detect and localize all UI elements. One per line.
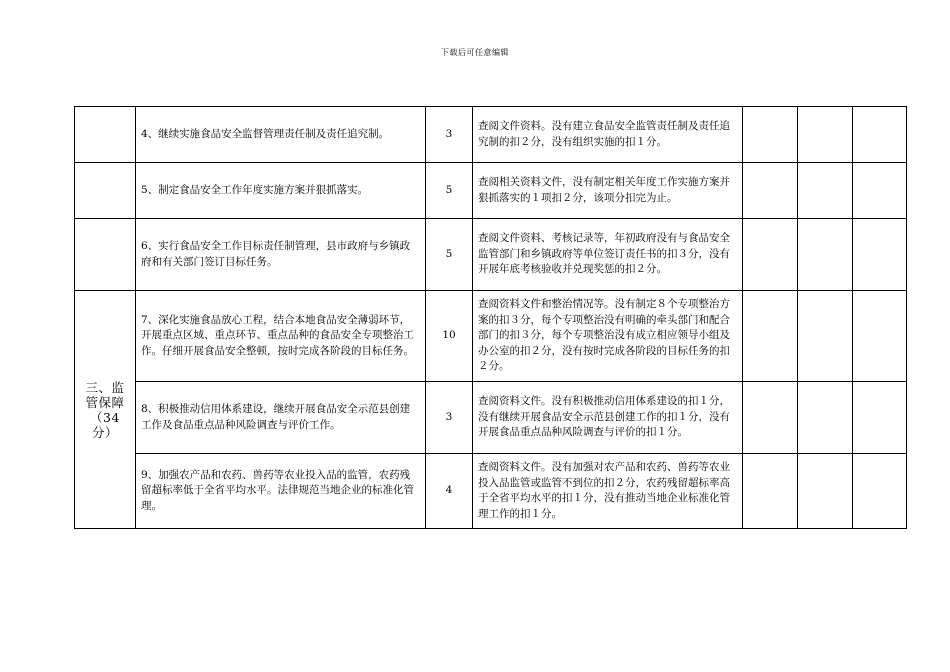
points-cell: 3	[426, 107, 473, 163]
blank-cell	[743, 107, 798, 163]
requirement-cell: 8、积极推动信用体系建设，继续开展食品安全示范县创建工作及食品重点品种风险调查与评价工作。	[136, 382, 426, 454]
blank-cell	[798, 454, 853, 529]
blank-cell	[743, 382, 798, 454]
scoring-standard-cell: 查阅资料文件。没有加强对农产品和农药、兽药等农业投入品监管或监管不到位的扣２分，农药残留超标率高于全省平均水平的扣１分，没有推动当地企业标准化管理工作的扣１分。	[473, 454, 743, 529]
scoring-standard-cell: 查阅资料文件和整治情况等。没有制定８个专项整治方案的扣３分，每个专项整治没有明确的牵头部门和配合部门的扣３分，每个专项整治没有成立相应领导小组及办公室的扣２分，没有按时完成各阶段的目标任务的扣２分。	[473, 291, 743, 382]
table-row	[75, 107, 907, 163]
requirement-cell: 5、制定食品安全工作年度实施方案并狠抓落实。	[136, 163, 426, 219]
points-cell: 10	[426, 291, 473, 382]
blank-cell	[798, 291, 853, 382]
table-row	[75, 163, 907, 219]
category-cell-empty	[75, 163, 136, 219]
points-cell: 5	[426, 219, 473, 291]
scoring-standard-cell: 查阅资料文件。没有积极推动信用体系建设的扣１分，没有继续开展食品安全示范县创建工作的扣１分，没有开展食品重点品种风险调查与评价的扣１分。	[473, 382, 743, 454]
points-cell: 3	[426, 382, 473, 454]
category-cell	[75, 291, 136, 529]
scoring-standard-cell: 查阅文件资料。没有建立食品安全监管责任制及责任追究制的扣２分，没有组织实施的扣１分。	[473, 107, 743, 163]
table-row	[75, 291, 907, 382]
category-cell-empty	[75, 219, 136, 291]
scoring-standard-cell: 查阅相关资料文件，没有制定相关年度工作实施方案并狠抓落实的１项扣２分，该项分扣完为止。	[473, 163, 743, 219]
category-cell-empty	[75, 107, 136, 163]
scoring-standard-cell: 查阅文件资料、考核记录等，年初政府没有与食品安全监管部门和乡镇政府等单位签订责任书的扣３分，没有开展年底考核验收并兑现奖惩的扣２分。	[473, 219, 743, 291]
blank-cell	[798, 107, 853, 163]
category-line: 三、监	[85, 379, 125, 395]
category-line: （34	[90, 409, 120, 425]
blank-cell	[853, 454, 907, 529]
blank-cell	[853, 219, 907, 291]
blank-cell	[853, 107, 907, 163]
blank-cell	[853, 291, 907, 382]
points-cell: 4	[426, 454, 473, 529]
blank-cell	[743, 454, 798, 529]
page-header-note: 下载后可任意编辑	[441, 48, 509, 57]
blank-cell	[853, 163, 907, 219]
requirement-cell: 9、加强农产品和农药、兽药等农业投入品的监管，农药残留超标率低于全省平均水平。法律规范当地企业的标准化管理。	[136, 454, 426, 529]
requirement-cell: 4、继续实施食品安全监督管理责任制及责任追究制。	[136, 107, 426, 163]
table-row	[75, 454, 907, 529]
blank-cell	[743, 163, 798, 219]
table-row	[75, 382, 907, 454]
evaluation-table	[74, 106, 907, 529]
category-line: 管保障	[85, 394, 125, 410]
table-row	[75, 219, 907, 291]
blank-cell	[743, 219, 798, 291]
points-cell: 5	[426, 163, 473, 219]
blank-cell	[853, 382, 907, 454]
category-line: 分）	[91, 424, 118, 440]
blank-cell	[743, 291, 798, 382]
blank-cell	[798, 382, 853, 454]
requirement-cell: 7、深化实施食品放心工程，结合本地食品安全薄弱环节，开展重点区域、重点环节、重点品种的食品安全专项整治工作。仔细开展食品安全整顿，按时完成各阶段的目标任务。	[136, 291, 426, 382]
blank-cell	[798, 163, 853, 219]
requirement-cell: 6、实行食品安全工作目标责任制管理，县市政府与乡镇政府和有关部门签订目标任务。	[136, 219, 426, 291]
blank-cell	[798, 219, 853, 291]
